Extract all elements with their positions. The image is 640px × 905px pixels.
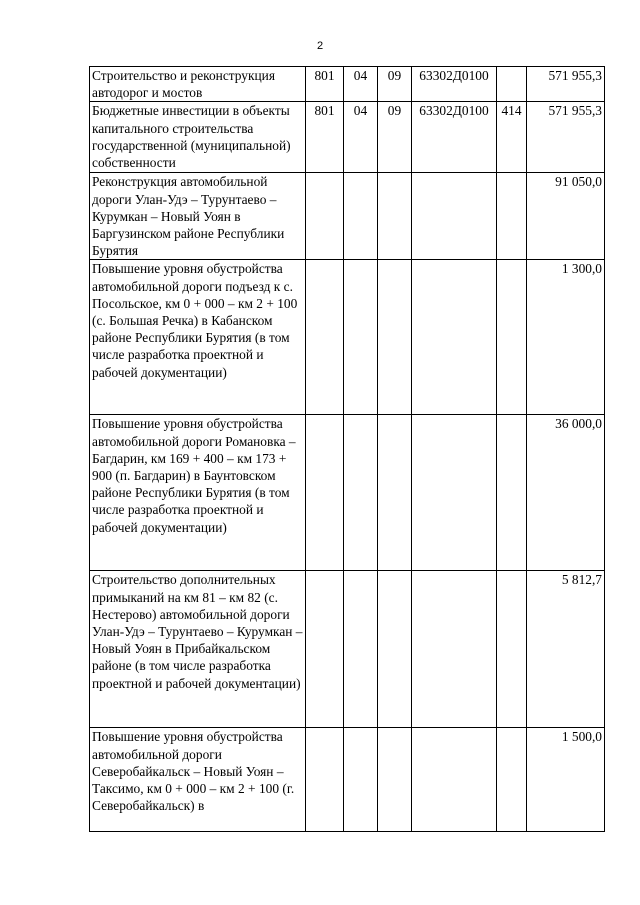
- code-cell-1: 801: [306, 67, 344, 102]
- code-cell-1: [306, 415, 344, 571]
- code-cell-5: 414: [497, 102, 527, 173]
- amount-cell: 1 500,0: [527, 728, 605, 832]
- code-cell-2: [344, 415, 378, 571]
- amount-cell: 36 000,0: [527, 415, 605, 571]
- code-cell-4: [412, 173, 497, 260]
- amount-cell: 571 955,3: [527, 102, 605, 173]
- code-cell-3: 09: [378, 102, 412, 173]
- code-cell-5: [497, 173, 527, 260]
- code-cell-5: [497, 571, 527, 728]
- table-row: [90, 67, 605, 102]
- code-cell-5: [497, 67, 527, 102]
- code-cell-3: [378, 571, 412, 728]
- code-cell-4: [412, 415, 497, 571]
- code-cell-3: [378, 728, 412, 832]
- table-row: [90, 571, 605, 728]
- code-cell-2: [344, 260, 378, 415]
- code-cell-1: [306, 571, 344, 728]
- code-cell-4: [412, 571, 497, 728]
- page-number: 2: [316, 40, 324, 52]
- code-cell-5: [497, 728, 527, 832]
- table-row: [90, 728, 605, 832]
- item-name-cell: Повышение уровня обустройства автомобильной дороги Романовка – Багдарин, км 169 + 400 – км 173 + 900 (п. Багдарин) в Баунтовском районе Республики Бурятия (в том числе разработка проектной и рабочей документации): [90, 415, 306, 571]
- table-row: [90, 415, 605, 571]
- code-cell-4: 63302Д0100: [412, 67, 497, 102]
- item-name-cell: Строительство дополнительных примыканий на км 81 – км 82 (с. Нестерово) автомобильной дороги Улан-Удэ – Турунтаево – Курумкан – Новый Уоян в Прибайкальском районе (в том числе разработка проектной и рабочей документации): [90, 571, 306, 728]
- code-cell-2: [344, 571, 378, 728]
- item-name-cell: Строительство и реконструкция автодорог и мостов: [90, 67, 306, 102]
- code-cell-4: [412, 728, 497, 832]
- code-cell-3: [378, 260, 412, 415]
- item-name-cell: Повышение уровня обустройства автомобильной дороги Северобайкальск – Новый Уоян – Таксимо, км 0 + 000 – км 2 + 100 (г. Северобайкальск) в: [90, 728, 306, 832]
- amount-cell: 5 812,7: [527, 571, 605, 728]
- code-cell-1: [306, 173, 344, 260]
- code-cell-3: [378, 173, 412, 260]
- code-cell-2: 04: [344, 67, 378, 102]
- code-cell-2: 04: [344, 102, 378, 173]
- item-name-cell: Реконструкция автомобильной дороги Улан-Удэ – Турунтаево – Курумкан – Новый Уоян в Баргузинском районе Республики Бурятия: [90, 173, 306, 260]
- code-cell-3: [378, 415, 412, 571]
- table-row: [90, 173, 605, 260]
- code-cell-4: [412, 260, 497, 415]
- code-cell-4: 63302Д0100: [412, 102, 497, 173]
- item-name-cell: Повышение уровня обустройства автомобильной дороги подъезд к с. Посольское, км 0 + 000 – км 2 + 100 (с. Большая Речка) в Кабанском районе Республики Бурятия (в том числе разработка проектной и рабочей документации): [90, 260, 306, 415]
- budget-table: [89, 66, 605, 832]
- code-cell-1: 801: [306, 102, 344, 173]
- table-row: [90, 260, 605, 415]
- code-cell-1: [306, 728, 344, 832]
- table-row: [90, 102, 605, 173]
- code-cell-2: [344, 728, 378, 832]
- code-cell-1: [306, 260, 344, 415]
- code-cell-2: [344, 173, 378, 260]
- item-name-cell: Бюджетные инвестиции в объекты капитального строительства государственной (муниципальной) собственности: [90, 102, 306, 173]
- code-cell-3: 09: [378, 67, 412, 102]
- amount-cell: 1 300,0: [527, 260, 605, 415]
- amount-cell: 91 050,0: [527, 173, 605, 260]
- amount-cell: 571 955,3: [527, 67, 605, 102]
- code-cell-5: [497, 260, 527, 415]
- code-cell-5: [497, 415, 527, 571]
